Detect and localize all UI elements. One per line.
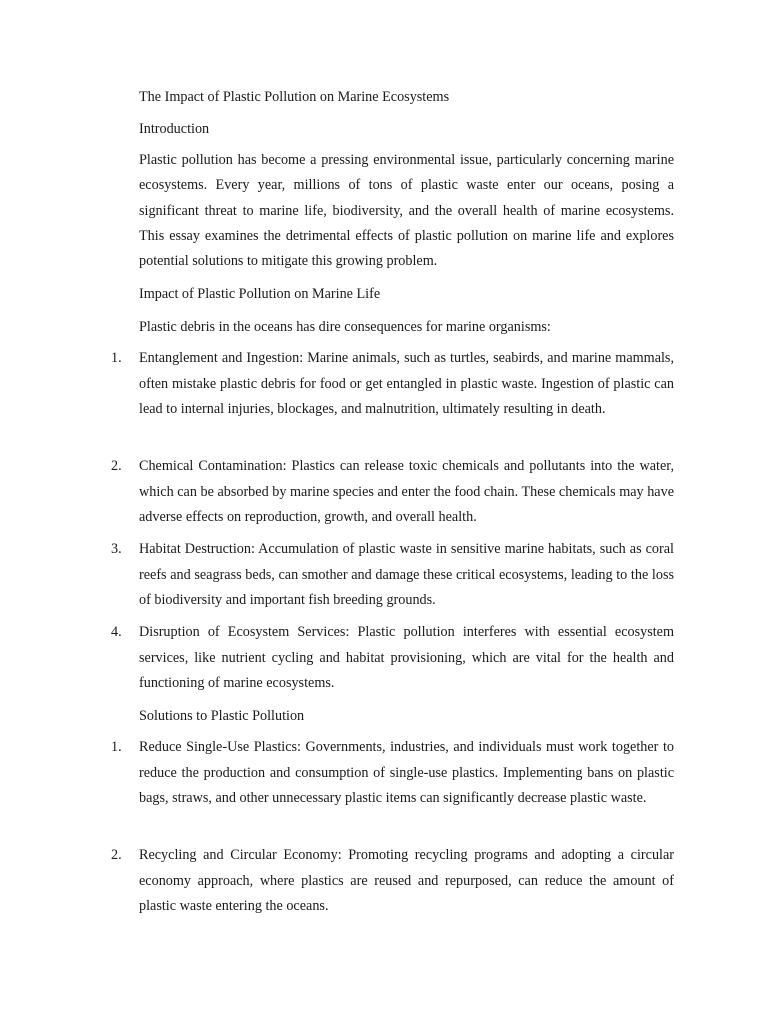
list-item-text: Recycling and Circular Economy: Promoting recycling programs and adopting a circular economy approach, where plastics are reused and repurposed, can reduce the amount of plastic waste entering the oceans. xyxy=(139,847,674,914)
impact-lead: Plastic debris in the oceans has dire consequences for marine organisms: xyxy=(139,319,551,335)
list-number: 4. xyxy=(111,624,122,640)
list-item-text: Chemical Contamination: Plastics can release toxic chemicals and pollutants into the water, which can be absorbed by marine species and enter the food chain. These chemicals may have adverse effects on reproduction, growth, and overall health. xyxy=(139,458,674,525)
impact-list-item xyxy=(111,620,674,697)
impact-list-item xyxy=(111,454,674,531)
list-item-text: Reduce Single-Use Plastics: Governments, industries, and individuals must work together to reduce the production and consumption of single-use plastics. Implementing bans on plastic bags, straws, and other unnecessary plastic items can significantly decrease plastic waste. xyxy=(139,739,674,806)
list-item-text: Habitat Destruction: Accumulation of plastic waste in sensitive marine habitats, such as coral reefs and seagrass beds, can smother and damage these critical ecosystems, leading to the loss of biodiversity and important fish breeding grounds. xyxy=(139,541,674,608)
impact-list-item xyxy=(111,537,674,614)
list-number: 2. xyxy=(111,847,122,863)
intro-heading: Introduction xyxy=(139,121,210,137)
list-number: 3. xyxy=(111,541,122,557)
list-item-text: Entanglement and Ingestion: Marine animals, such as turtles, seabirds, and marine mammals, often mistake plastic debris for food or get entangled in plastic waste. Ingestion of plastic can lead to internal injuries, blockages, and malnutrition, ultimately resulting in death. xyxy=(139,350,674,417)
list-number: 1. xyxy=(111,739,122,755)
list-number: 1. xyxy=(111,350,122,366)
solution-list-item xyxy=(111,843,674,920)
document-title: The Impact of Plastic Pollution on Marine Ecosystems xyxy=(139,89,450,105)
impact-heading: Impact of Plastic Pollution on Marine Life xyxy=(139,286,381,302)
solution-list-item xyxy=(111,735,674,812)
intro-paragraph: Plastic pollution has become a pressing environmental issue, particularly concerning marine ecosystems. Every year, millions of tons of plastic waste enter our oceans, posing a significant threat to marine life, biodiversity, and the overall health of marine ecosystems. This essay examines the detrimental effects of plastic pollution on marine life and explores potential solutions to mitigate this growing problem. xyxy=(139,152,674,270)
list-number: 2. xyxy=(111,458,122,474)
impact-list-item xyxy=(111,346,674,423)
solutions-heading: Solutions to Plastic Pollution xyxy=(139,708,305,724)
list-item-text: Disruption of Ecosystem Services: Plastic pollution interferes with essential ecosystem services, like nutrient cycling and habitat provisioning, which are vital for the health and functioning of marine ecosystems. xyxy=(139,624,674,691)
